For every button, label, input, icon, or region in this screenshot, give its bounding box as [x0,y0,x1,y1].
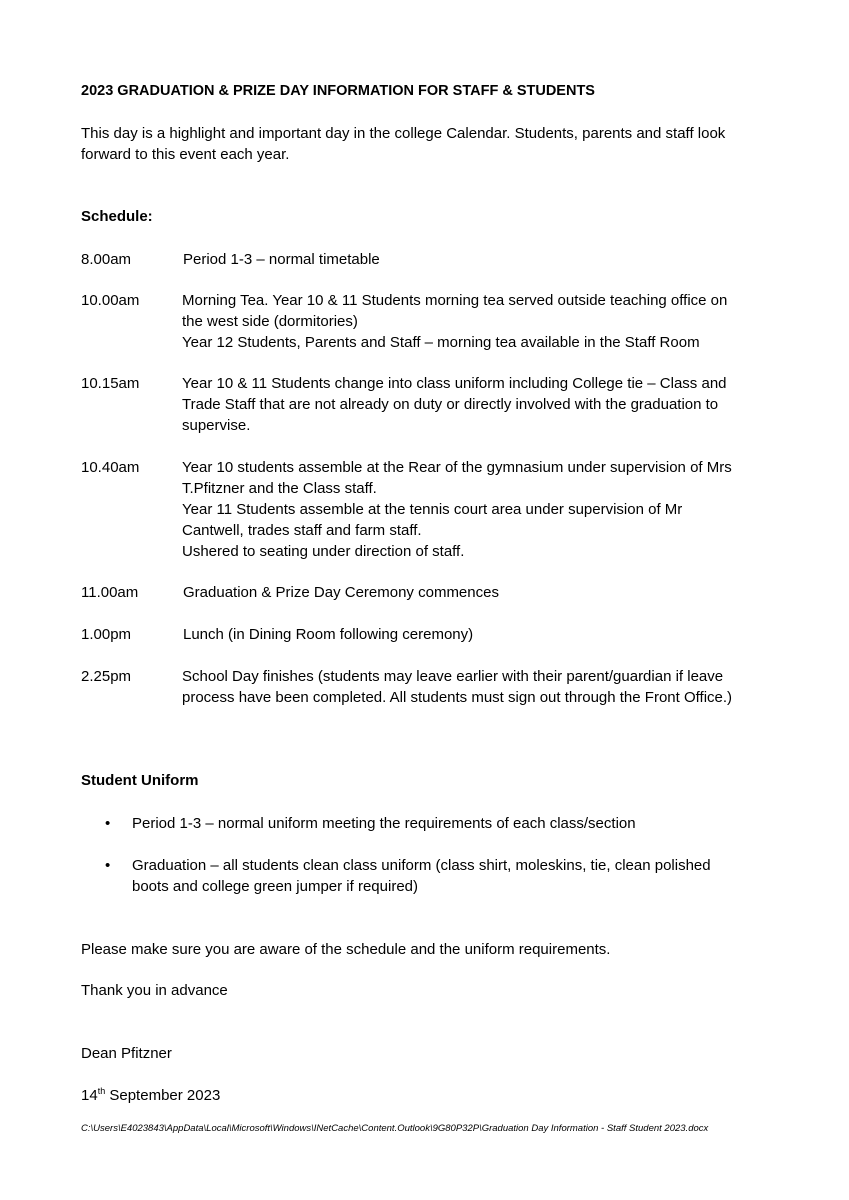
schedule-description [183,249,783,270]
intro-paragraph [81,123,781,165]
schedule-heading: Schedule: [81,208,153,225]
file-path-footer: C:\Users\E4023843\AppData\Local\Microsoft\Windows\INetCache\Content.Outlook\9G80P32P\Graduation Day Information - Staff Student 2023.docx [81,1123,709,1134]
schedule-time: 10.00am [81,292,140,309]
schedule-description-line: Year 10 students assemble at the Rear of the gymnasium under supervision of Mrs [182,459,732,476]
schedule-description-line: Year 10 & 11 Students change into class uniform including College tie – Class and [182,375,727,392]
schedule-time: 2.25pm [81,668,132,685]
bullet-text-line: Graduation – all students clean class uniform (class shirt, moleskins, tie, clean polished [132,857,711,874]
schedule-time: 10.40am [81,459,140,476]
schedule-description-line: Cantwell, trades staff and farm staff. [182,522,422,539]
intro-line: forward to this event each year. [81,146,290,163]
signature-name: Dean Pfitzner [81,1045,172,1062]
schedule-description [183,582,783,603]
bullet-icon: • [105,815,111,832]
schedule-description [182,373,782,436]
date-rest: September 2023 [105,1087,221,1104]
bullet-icon: • [105,857,111,874]
intro-line: This day is a highlight and important day in the college Calendar. Students, parents and staff look [81,125,726,142]
schedule-description-line: Morning Tea. Year 10 & 11 Students morning tea served outside teaching office on [182,292,728,309]
schedule-description [182,666,782,708]
document-title: 2023 GRADUATION & PRIZE DAY INFORMATION FOR STAFF & STUDENTS [81,83,595,99]
date-day: 14 [81,1087,98,1104]
document-date [81,1085,220,1106]
bullet-text-line: boots and college green jumper if required) [132,878,419,895]
bullet-text-line: Period 1-3 – normal uniform meeting the requirements of each class/section [132,815,636,832]
schedule-description-line: process have been completed. All students must sign out through the Front Office.) [182,689,733,706]
schedule-time: 11.00am [81,584,139,601]
schedule-time: 8.00am [81,251,132,268]
schedule-description [183,624,783,645]
schedule-time: 10.15am [81,375,140,392]
bullet-text [132,855,742,897]
schedule-description-line: Graduation & Prize Day Ceremony commences [183,584,499,601]
schedule-description [182,457,782,562]
schedule-description-line: Trade Staff that are not already on duty or directly involved with the graduation to [182,396,719,413]
schedule-description-line: T.Pfitzner and the Class staff. [182,480,377,497]
schedule-description-line: Year 12 Students, Parents and Staff – morning tea available in the Staff Room [182,334,700,351]
schedule-description-line: the west side (dormitories) [182,313,358,330]
bullet-text [132,813,742,834]
closing-note: Please make sure you are aware of the schedule and the uniform requirements. [81,941,611,958]
schedule-description-line: Lunch (in Dining Room following ceremony) [183,626,474,643]
schedule-description [182,290,782,353]
schedule-description-line: Year 11 Students assemble at the tennis court area under supervision of Mr [182,501,683,518]
date-suffix: th [97,1086,106,1096]
schedule-description-line: School Day finishes (students may leave earlier with their parent/guardian if leave [182,668,724,685]
schedule-description-line: Period 1-3 – normal timetable [183,251,380,268]
uniform-heading: Student Uniform [81,772,199,789]
thanks-note: Thank you in advance [81,982,228,999]
schedule-time: 1.00pm [81,626,132,643]
schedule-description-line: Ushered to seating under direction of staff. [182,543,465,560]
schedule-description-line: supervise. [182,417,251,434]
